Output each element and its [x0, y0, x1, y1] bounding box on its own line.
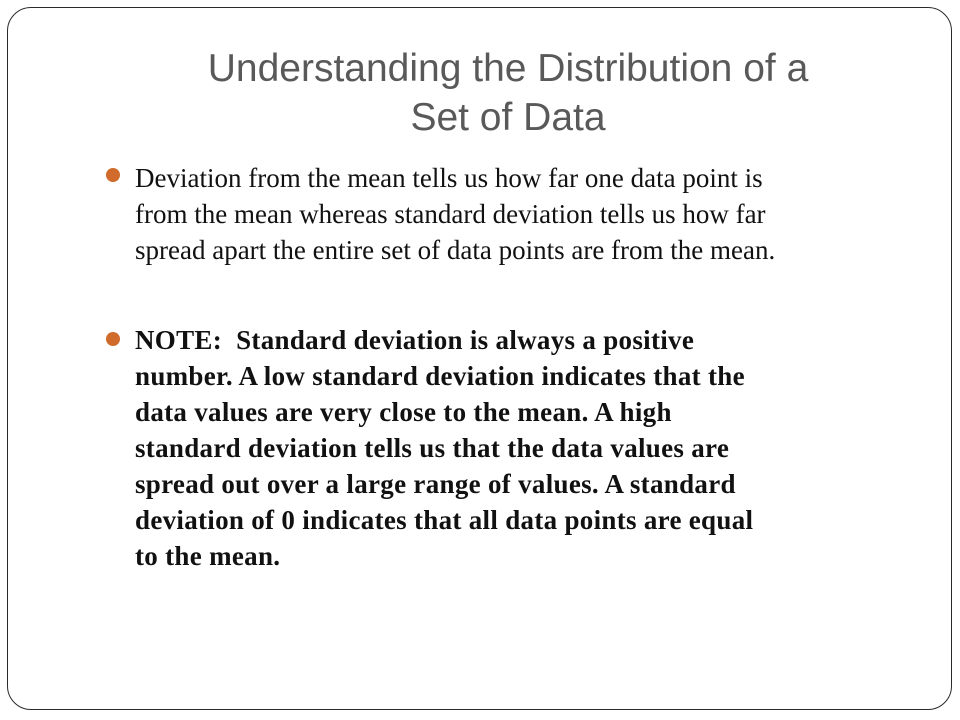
bullet-line: data values are very close to the mean. A high — [135, 397, 672, 427]
bullet-line: deviation of 0 indicates that all data points are equal — [135, 505, 754, 535]
bullet-note — [135, 322, 925, 574]
bullet-line: spread out over a large range of values. A standard — [135, 469, 736, 499]
slide-title — [108, 44, 908, 142]
bullet-line: spread apart the entire set of data points are from the mean. — [135, 235, 776, 265]
title-line-2: Set of Data — [410, 96, 606, 139]
bullet-line: from the mean whereas standard deviation tells us how far — [135, 199, 766, 229]
bullet-dot-icon — [106, 168, 120, 182]
bullet-list — [135, 160, 925, 574]
bullet-line: standard deviation tells us that the data values are — [135, 433, 730, 463]
title-line-1: Understanding the Distribution of a — [207, 47, 809, 90]
bullet-line: number. A low standard deviation indicates that the — [135, 361, 745, 391]
bullet-deviation-definition — [135, 160, 925, 268]
bullet-line: to the mean. — [135, 541, 281, 571]
bullet-line: Deviation from the mean tells us how far one data point is — [135, 163, 763, 193]
bullet-dot-icon — [106, 332, 120, 346]
bullet-line: NOTE: Standard deviation is always a positive — [135, 325, 695, 355]
